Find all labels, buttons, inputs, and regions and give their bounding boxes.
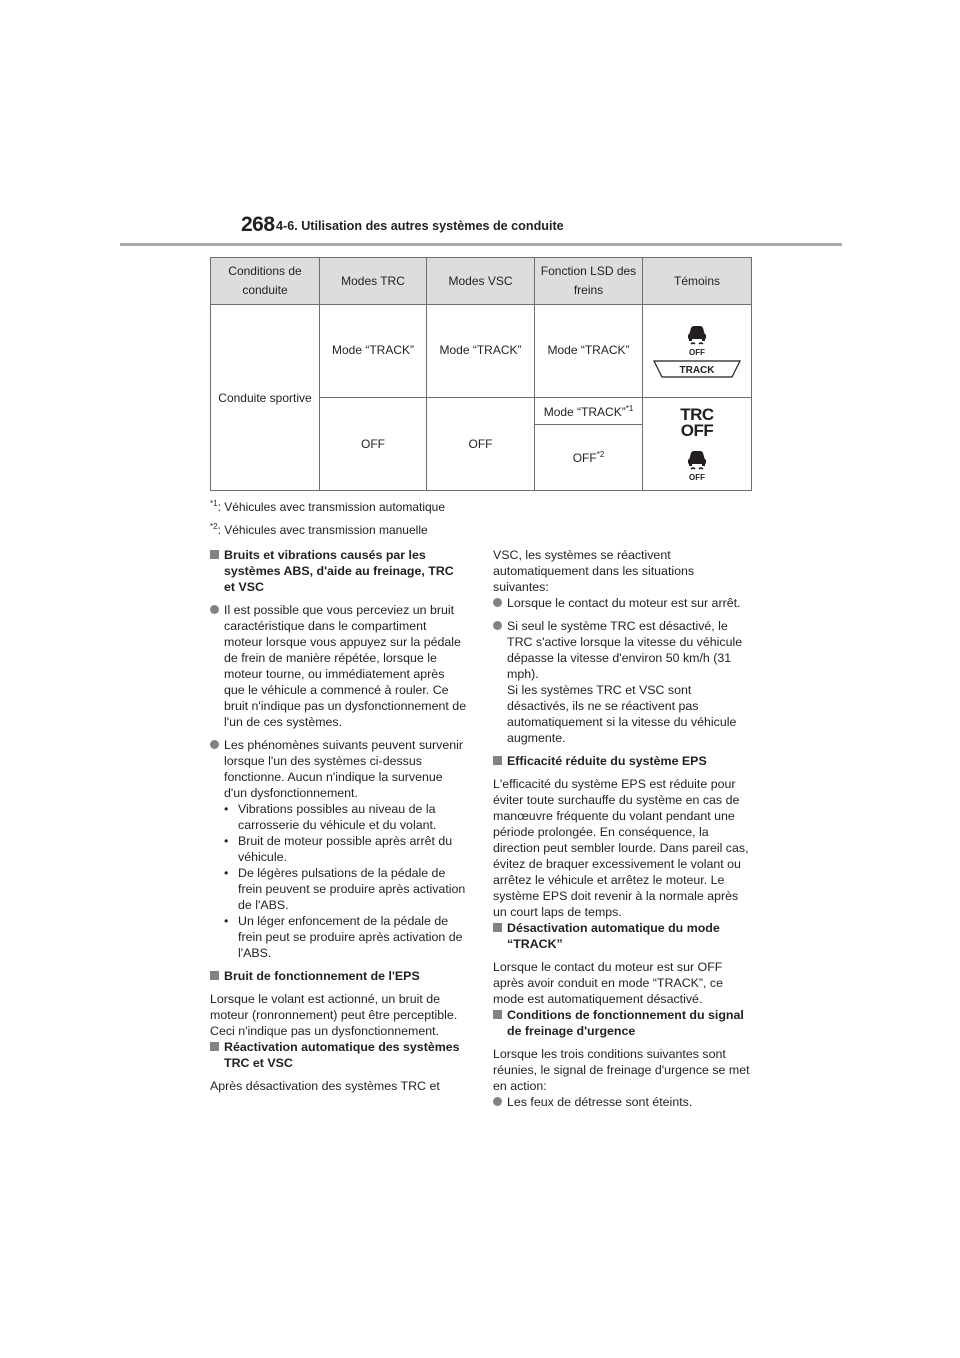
left-column [210, 547, 468, 1094]
cell-vsc-off: OFF [427, 398, 535, 491]
cell-trc-track: Mode “TRACK” [320, 305, 427, 398]
dash-item: • Vibrations possibles au niveau de la carrosserie du véhicule et du volant. [224, 801, 468, 833]
header-vsc-modes: Modes VSC [427, 258, 535, 305]
lsd-track-text: Mode “TRACK” [543, 404, 626, 419]
bullet-text: Les feux de détresse sont éteints. [507, 1095, 693, 1109]
trc-label: TRC [680, 405, 714, 424]
bullet-text: Les phénomènes suivants peuvent survenir lorsque l'un des systèmes ci-dessus fonctionne. Aucun n'indique la survenue d'un dysfonctionnement. [224, 738, 464, 800]
trc-off-indicator [680, 407, 713, 439]
circle-bullet-icon [493, 621, 502, 630]
dash-text: Bruit de moteur possible après arrêt du véhicule. [238, 834, 453, 864]
heading-text: Bruits et vibrations causés par les systèmes ABS, d'aide au freinage, TRC et VSC [224, 548, 454, 594]
heading-text: Bruit de fonctionnement de l'EPS [224, 969, 420, 983]
cell-vsc-track: Mode “TRACK” [427, 305, 535, 398]
section-heading [210, 968, 468, 984]
section-heading [493, 1007, 751, 1039]
footnote-2 [210, 519, 428, 538]
section-heading [210, 1039, 468, 1071]
cell-lsd-track: Mode “TRACK” [535, 305, 643, 398]
footnote-ref-2: *2 [596, 450, 605, 459]
skid-car-off-icon [684, 322, 710, 356]
bullet-text: Lorsque le contact du moteur est sur arrêt. [507, 596, 741, 610]
bullet-text: Il est possible que vous perceviez un bruit caractéristique dans le compartiment moteur lorsque vous appuyez sur la pédale de frein de manière répétée, lorsque le moteur tourne, ou immédiatement après que le véhicule a commencé à rouler. Ce bruit n'indique pas un dysfonctionnement de l'un de ces systèmes. [224, 603, 467, 729]
table-header-row [211, 258, 752, 305]
modes-table [210, 257, 752, 491]
square-bullet-icon [493, 756, 502, 765]
body-text: Après désactivation des systèmes TRC et [210, 1079, 440, 1093]
footnote-ref-1: *1 [625, 403, 634, 413]
footnote-mark: *2 [210, 522, 218, 531]
body-text: L'efficacité du système EPS est réduite pour éviter toute surchauffe du système en cas de manœuvre fréquente du volant pendant une période prolongée. En conséquence, la direction peut sembler lourde. Dans pareil cas, évitez de braquer excessivement le volant ou arrêtez le véhicule et arrêtez le moteur. Le système EPS doit revenir à la normale après un court laps de temps. [493, 777, 749, 919]
header-indicators: Témoins [643, 258, 752, 305]
header-rule [120, 243, 842, 246]
table-row [211, 305, 752, 398]
right-column [493, 547, 751, 1117]
square-bullet-icon [210, 1042, 219, 1051]
cell-lsd-off-mt [535, 425, 643, 491]
page-number: 268 [241, 213, 275, 236]
square-bullet-icon [493, 1010, 502, 1019]
cell-lsd-track-at [535, 398, 643, 425]
dash-text: De légères pulsations de la pédale de frein peuvent se produire après activation de l'ABS. [238, 866, 466, 912]
dash-item: • Un léger enfoncement de la pédale de frein peut se produire après activation de l'ABS. [224, 913, 468, 961]
trc-off-label: OFF [680, 421, 714, 440]
circle-bullet-icon [210, 605, 219, 614]
dash-item: • Bruit de moteur possible après arrêt du véhicule. [224, 833, 468, 865]
cell-indicator-off [643, 398, 752, 491]
footnote-text: : Véhicules avec transmission automatique [217, 500, 446, 514]
bullet-text: Si seul le système TRC est désactivé, le TRC s'active lorsque la vitesse du véhicule dépasse la vitesse d'environ 50 km/h (31 mph). [507, 619, 743, 681]
square-bullet-icon [493, 923, 502, 932]
bullet-text: Si les systèmes TRC et VSC sont désactivés, ils ne se réactivent pas automatiquement si la vitesse du véhicule augmente. [507, 683, 737, 745]
square-bullet-icon [210, 550, 219, 559]
cell-indicator-track [643, 305, 752, 398]
header-conditions: Conditions de conduite [211, 258, 320, 305]
header-lsd-function: Fonction LSD des freins [535, 258, 643, 305]
body-text: Lorsque les trois conditions suivantes sont réunies, le signal de freinage d'urgence se met en action: [493, 1047, 750, 1093]
bullet-item [493, 595, 751, 611]
skid-car-off-icon [684, 447, 710, 481]
off-label: OFF [689, 473, 705, 481]
lsd-off-text: OFF [572, 451, 597, 465]
body-text: VSC, les systèmes se réactivent automatiquement dans les situations suivantes: [493, 548, 695, 594]
bullet-item [210, 602, 468, 730]
dash-item: • De légères pulsations de la pédale de frein peuvent se produire après activation de l'ABS. [224, 865, 468, 913]
track-label: TRACK [679, 365, 715, 376]
bullet-item [493, 618, 751, 746]
circle-bullet-icon [493, 598, 502, 607]
bullet-item [210, 737, 468, 961]
footnote-text: : Véhicules avec transmission manuelle [217, 523, 428, 537]
circle-bullet-icon [493, 1097, 502, 1106]
section-title: 4-6. Utilisation des autres systèmes de conduite [276, 219, 564, 233]
dash-text: Vibrations possibles au niveau de la carrosserie du véhicule et du volant. [238, 802, 437, 832]
header-trc-modes: Modes TRC [320, 258, 427, 305]
body-text: Lorsque le contact du moteur est sur OFF après avoir conduit en mode “TRACK”, ce mode est automatiquement désactivé. [493, 960, 724, 1006]
heading-text: Conditions de fonctionnement du signal de freinage d'urgence [507, 1008, 744, 1038]
heading-text: Efficacité réduite du système EPS [507, 754, 707, 768]
footnote-mark: *1 [210, 499, 218, 508]
section-heading [493, 920, 751, 952]
footnote-1 [210, 496, 445, 515]
section-heading [210, 547, 468, 595]
dash-text: Un léger enfoncement de la pédale de frein peut se produire après activation de l'ABS. [238, 914, 463, 960]
cell-condition: Conduite sportive [211, 305, 320, 491]
section-heading [493, 753, 751, 769]
heading-text: Réactivation automatique des systèmes TRC et VSC [224, 1040, 460, 1070]
bullet-item [493, 1094, 751, 1110]
square-bullet-icon [210, 971, 219, 980]
body-text: Lorsque le volant est actionné, un bruit de moteur (ronronnement) peut être perceptible. Ceci n'indique pas un dysfonctionnement. [210, 992, 458, 1038]
circle-bullet-icon [210, 740, 219, 749]
off-label: OFF [689, 348, 705, 356]
cell-trc-off: OFF [320, 398, 427, 491]
heading-text: Désactivation automatique du mode “TRACK” [507, 921, 720, 951]
track-indicator-icon [652, 358, 742, 380]
